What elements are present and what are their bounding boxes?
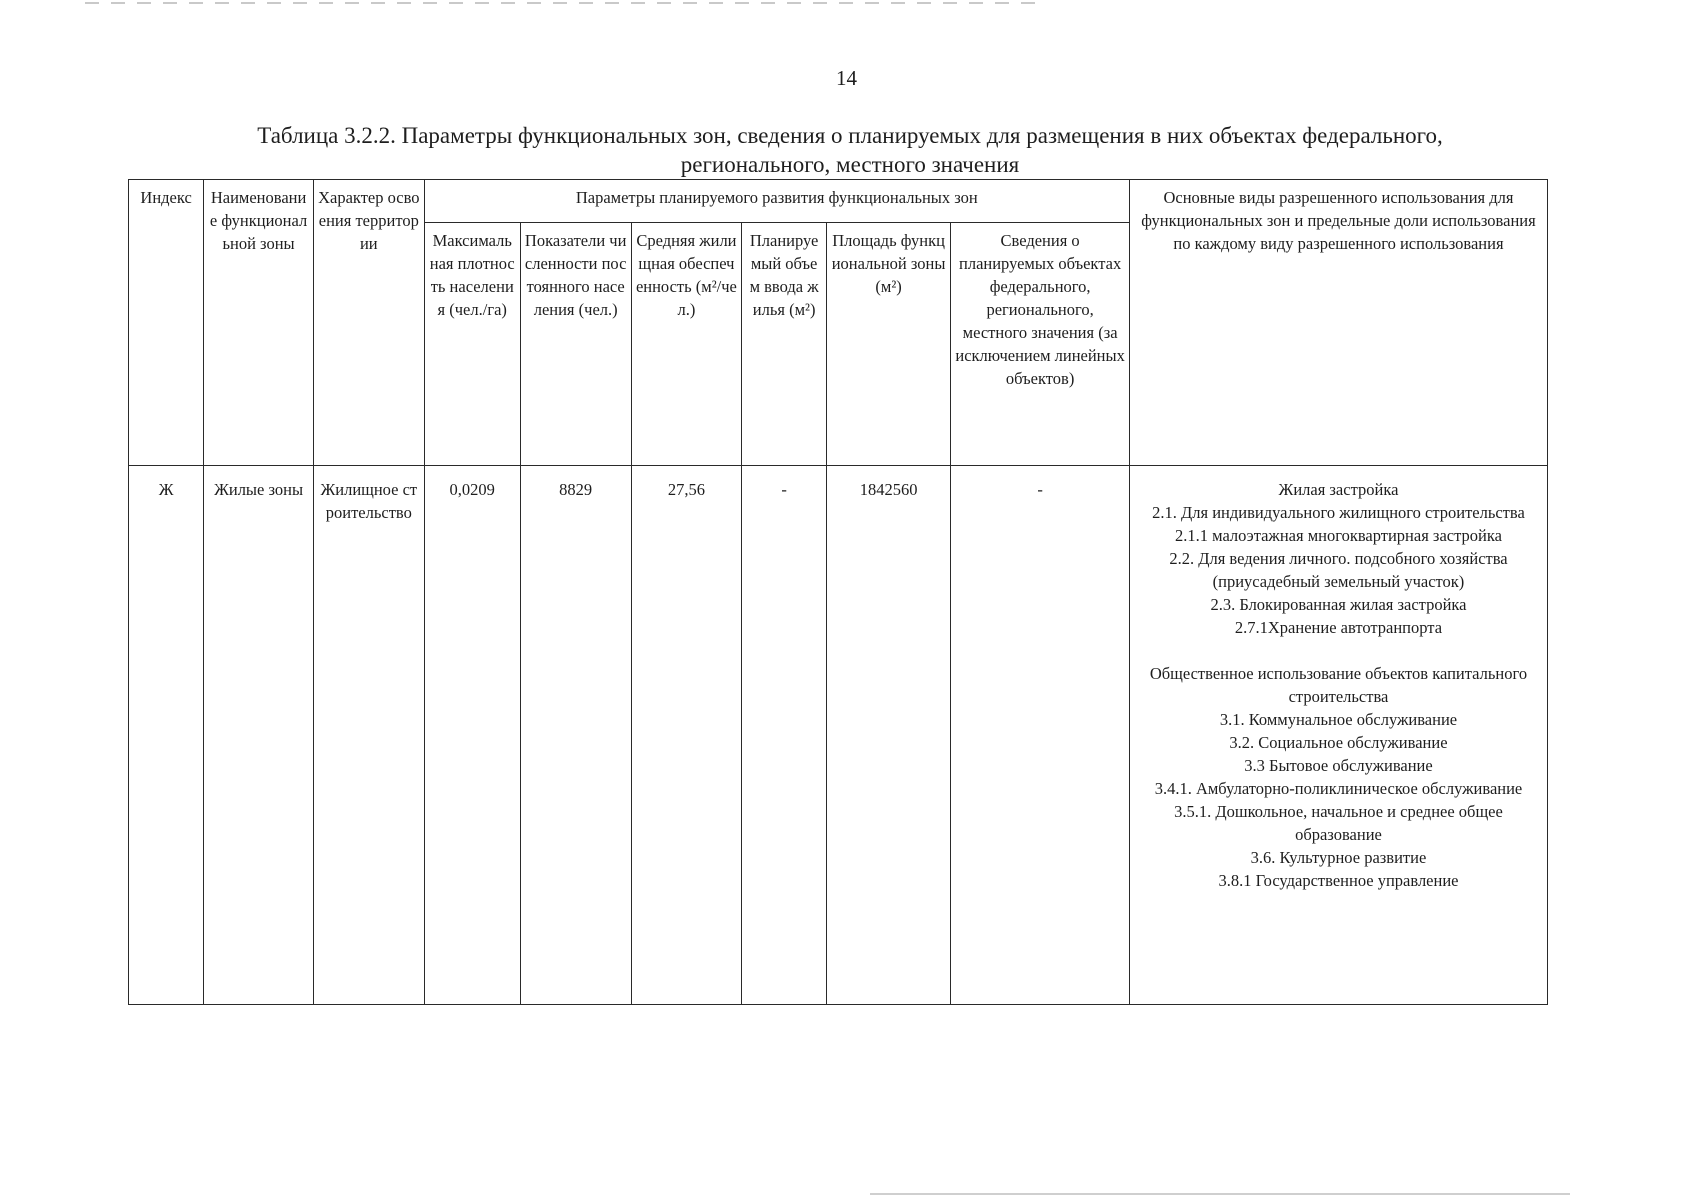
header-development: Характер освоения территории	[313, 180, 424, 466]
permitted-use-line: Общественное использование объектов капитального строительства	[1149, 664, 1528, 706]
scan-artifact-bottom	[870, 1193, 1570, 1195]
permitted-use-line: 2.2. Для ведения личного. подсобного хозяйства (приусадебный земельный участок)	[1169, 549, 1508, 591]
cell-zone-area: 1842560	[826, 466, 950, 1005]
permitted-use-line: 2.1. Для индивидуального жилищного строительства	[1152, 503, 1525, 522]
header-housing: Средняя жилищная обеспеченность (м²/чел.)	[631, 223, 742, 466]
permitted-use-line: 3.4.1. Амбулаторно-поликлиническое обслуживание	[1154, 779, 1523, 798]
cell-permitted-use	[1129, 466, 1547, 1005]
permitted-use-line: 3.3 Бытовое обслуживание	[1244, 756, 1433, 775]
header-index: Индекс	[129, 180, 204, 466]
permitted-use-line: Жилая застройка	[1278, 480, 1399, 499]
cell-zone-name: Жилые зоны	[204, 466, 314, 1005]
header-planned-volume: Планируемый объем ввода жилья (м²)	[742, 223, 827, 466]
permitted-use-line: 3.1. Коммунальное обслуживание	[1219, 710, 1458, 729]
permitted-use-line: 3.2. Социальное обслуживание	[1229, 733, 1448, 752]
cell-index: Ж	[129, 466, 204, 1005]
header-zone-name: Наименование функциональной зоны	[204, 180, 314, 466]
permitted-use-line: 2.1.1 малоэтажная многоквартирная застройка	[1175, 526, 1502, 545]
cell-max-density: 0,0209	[424, 466, 520, 1005]
header-population: Показатели численности постоянного населения (чел.)	[520, 223, 631, 466]
header-zone-area: Площадь функциональной зоны (м²)	[826, 223, 950, 466]
cell-population: 8829	[520, 466, 631, 1005]
section-spacer	[1136, 639, 1541, 662]
table-title	[150, 121, 1550, 179]
cell-development: Жилищное строительство	[313, 466, 424, 1005]
table-row	[129, 466, 1548, 1005]
scan-artifact-top	[85, 2, 1045, 4]
page-number: 14	[836, 66, 857, 90]
permitted-use-line: 3.6. Культурное развитие	[1250, 848, 1427, 867]
header-max-density: Максимальная плотность населения (чел./га)	[424, 223, 520, 466]
permitted-use-line: 2.7.1Хранение автотранпорта	[1234, 618, 1443, 637]
permitted-use-line: 3.8.1 Государственное управление	[1218, 871, 1459, 890]
header-params-group: Параметры планируемого развития функциональных зон	[424, 180, 1129, 223]
functional-zones-table	[128, 179, 1548, 1005]
header-objects-info: Сведения о планируемых объектах федерального, регионального, местного значения (за исключением линейных объектов)	[951, 223, 1130, 466]
cell-objects-info: -	[951, 466, 1130, 1005]
header-permitted-use: Основные виды разрешенного использования для функциональных зон и предельные доли использования по каждому виду разрешенного использования	[1129, 180, 1547, 466]
cell-housing: 27,56	[631, 466, 742, 1005]
table-title-line2: регионального, местного значения	[680, 152, 1020, 177]
cell-planned-volume: -	[742, 466, 827, 1005]
permitted-use-line: 2.3. Блокированная жилая застройка	[1210, 595, 1467, 614]
permitted-use-line: 3.5.1. Дошкольное, начальное и среднее общее образование	[1174, 802, 1503, 844]
table-title-line1: Таблица 3.2.2. Параметры функциональных зон, сведения о планируемых для размещения в них объектах федерального,	[257, 123, 1443, 148]
